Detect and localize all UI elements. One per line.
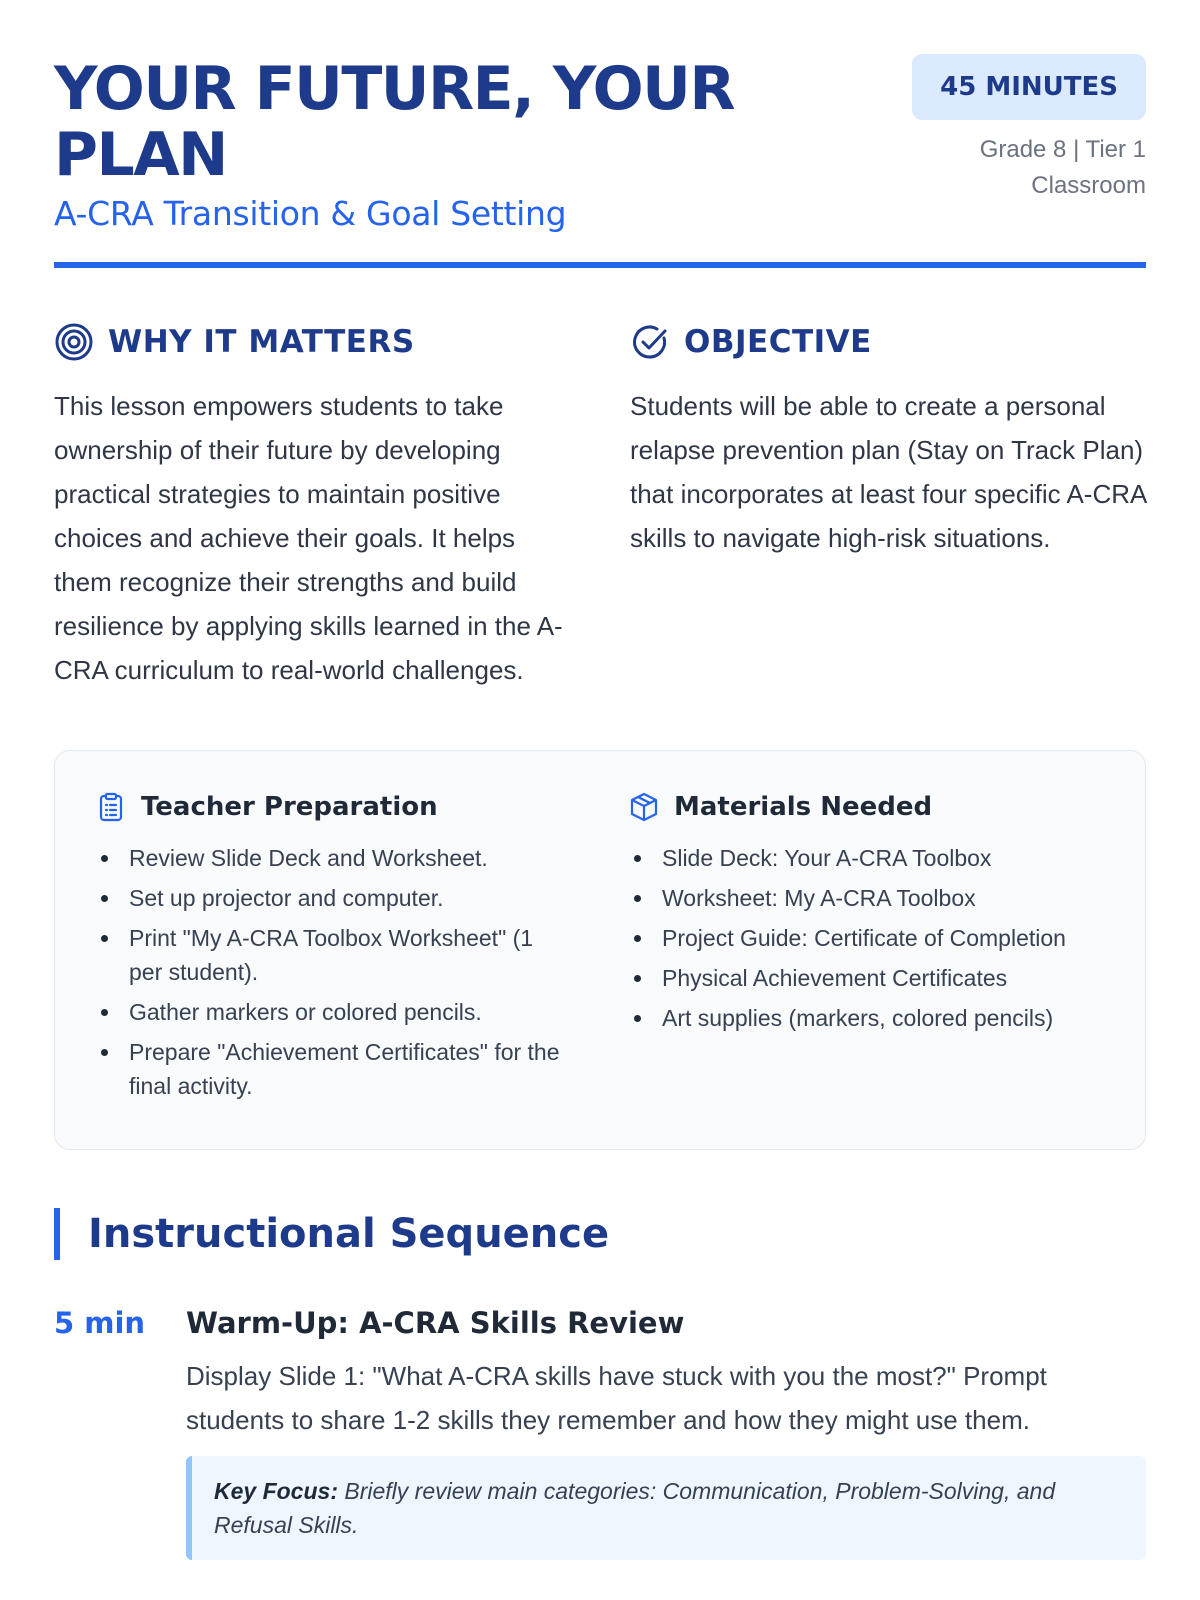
why-it-matters-header — [54, 322, 570, 362]
duration-badge: 45 MINUTES — [912, 54, 1146, 120]
key-focus-label: Key Focus: — [214, 1478, 338, 1504]
list-item: Slide Deck: Your A-CRA Toolbox — [628, 841, 1105, 875]
lesson-header — [54, 0, 1146, 268]
instructional-sequence-header — [54, 1208, 1146, 1260]
why-it-matters-section — [54, 322, 570, 692]
list-item: Art supplies (markers, colored pencils) — [628, 1001, 1105, 1035]
instructional-sequence-heading: Instructional Sequence — [88, 1211, 610, 1257]
check-circle-icon — [630, 322, 670, 362]
box-icon — [628, 791, 660, 823]
clipboard-icon — [95, 791, 127, 823]
objective-heading: OBJECTIVE — [684, 324, 872, 360]
list-item: Worksheet: My A-CRA Toolbox — [628, 881, 1105, 915]
materials-needed-header — [628, 791, 1105, 823]
materials-needed-column — [628, 791, 1105, 1113]
materials-needed-list — [628, 841, 1105, 1035]
list-item: Print "My A-CRA Toolbox Worksheet" (1 per student). — [95, 921, 572, 989]
lesson-title: YOUR FUTURE, YOUR PLAN — [54, 54, 735, 190]
step-content — [186, 1306, 1146, 1560]
step-duration: 5 min — [54, 1306, 146, 1340]
list-item: Review Slide Deck and Worksheet. — [95, 841, 572, 875]
why-it-matters-text: This lesson empowers students to take ownership of their future by developing practical strategies to maintain positive choices and achieve their goals. It helps them recognize their strengths and build resilience by applying skills learned in the A-CRA curriculum to real-world challenges. — [54, 391, 563, 685]
step-title: Warm-Up: A-CRA Skills Review — [186, 1306, 685, 1340]
objective-header — [630, 322, 1146, 362]
preparation-card — [54, 750, 1146, 1150]
key-focus-callout — [186, 1456, 1146, 1560]
list-item: Physical Achievement Certificates — [628, 961, 1105, 995]
step-description: Display Slide 1: "What A-CRA skills have stuck with you the most?" Prompt students to share 1-2 skills they remember and how they might use them. — [186, 1361, 1047, 1435]
teacher-preparation-list — [95, 841, 572, 1103]
teacher-preparation-heading: Teacher Preparation — [141, 792, 438, 822]
objective-text: Students will be able to create a personal relapse prevention plan (Stay on Track Plan) that incorporates at least four specific A-CRA skills to navigate high-risk situations. — [630, 391, 1146, 553]
grade-tier-label: Grade 8 | Tier 1 Classroom — [979, 136, 1146, 199]
why-it-matters-heading: WHY IT MATTERS — [108, 324, 415, 360]
overview-columns — [54, 322, 1146, 692]
list-item: Gather markers or colored pencils. — [95, 995, 572, 1029]
list-item: Project Guide: Certificate of Completion — [628, 921, 1105, 955]
key-focus-text: Briefly review main categories: Communication, Problem-Solving, and Refusal Skills. — [214, 1478, 1056, 1538]
list-item: Set up projector and computer. — [95, 881, 572, 915]
teacher-preparation-column — [95, 791, 572, 1113]
materials-needed-heading: Materials Needed — [674, 792, 933, 822]
lesson-subtitle: A-CRA Transition & Goal Setting — [54, 194, 567, 233]
list-item: Prepare "Achievement Certificates" for the final activity. — [95, 1035, 572, 1103]
lesson-meta-block — [906, 54, 1146, 204]
teacher-preparation-header — [95, 791, 572, 823]
objective-section — [630, 322, 1146, 692]
target-icon — [54, 322, 94, 362]
sequence-step — [54, 1306, 1146, 1560]
